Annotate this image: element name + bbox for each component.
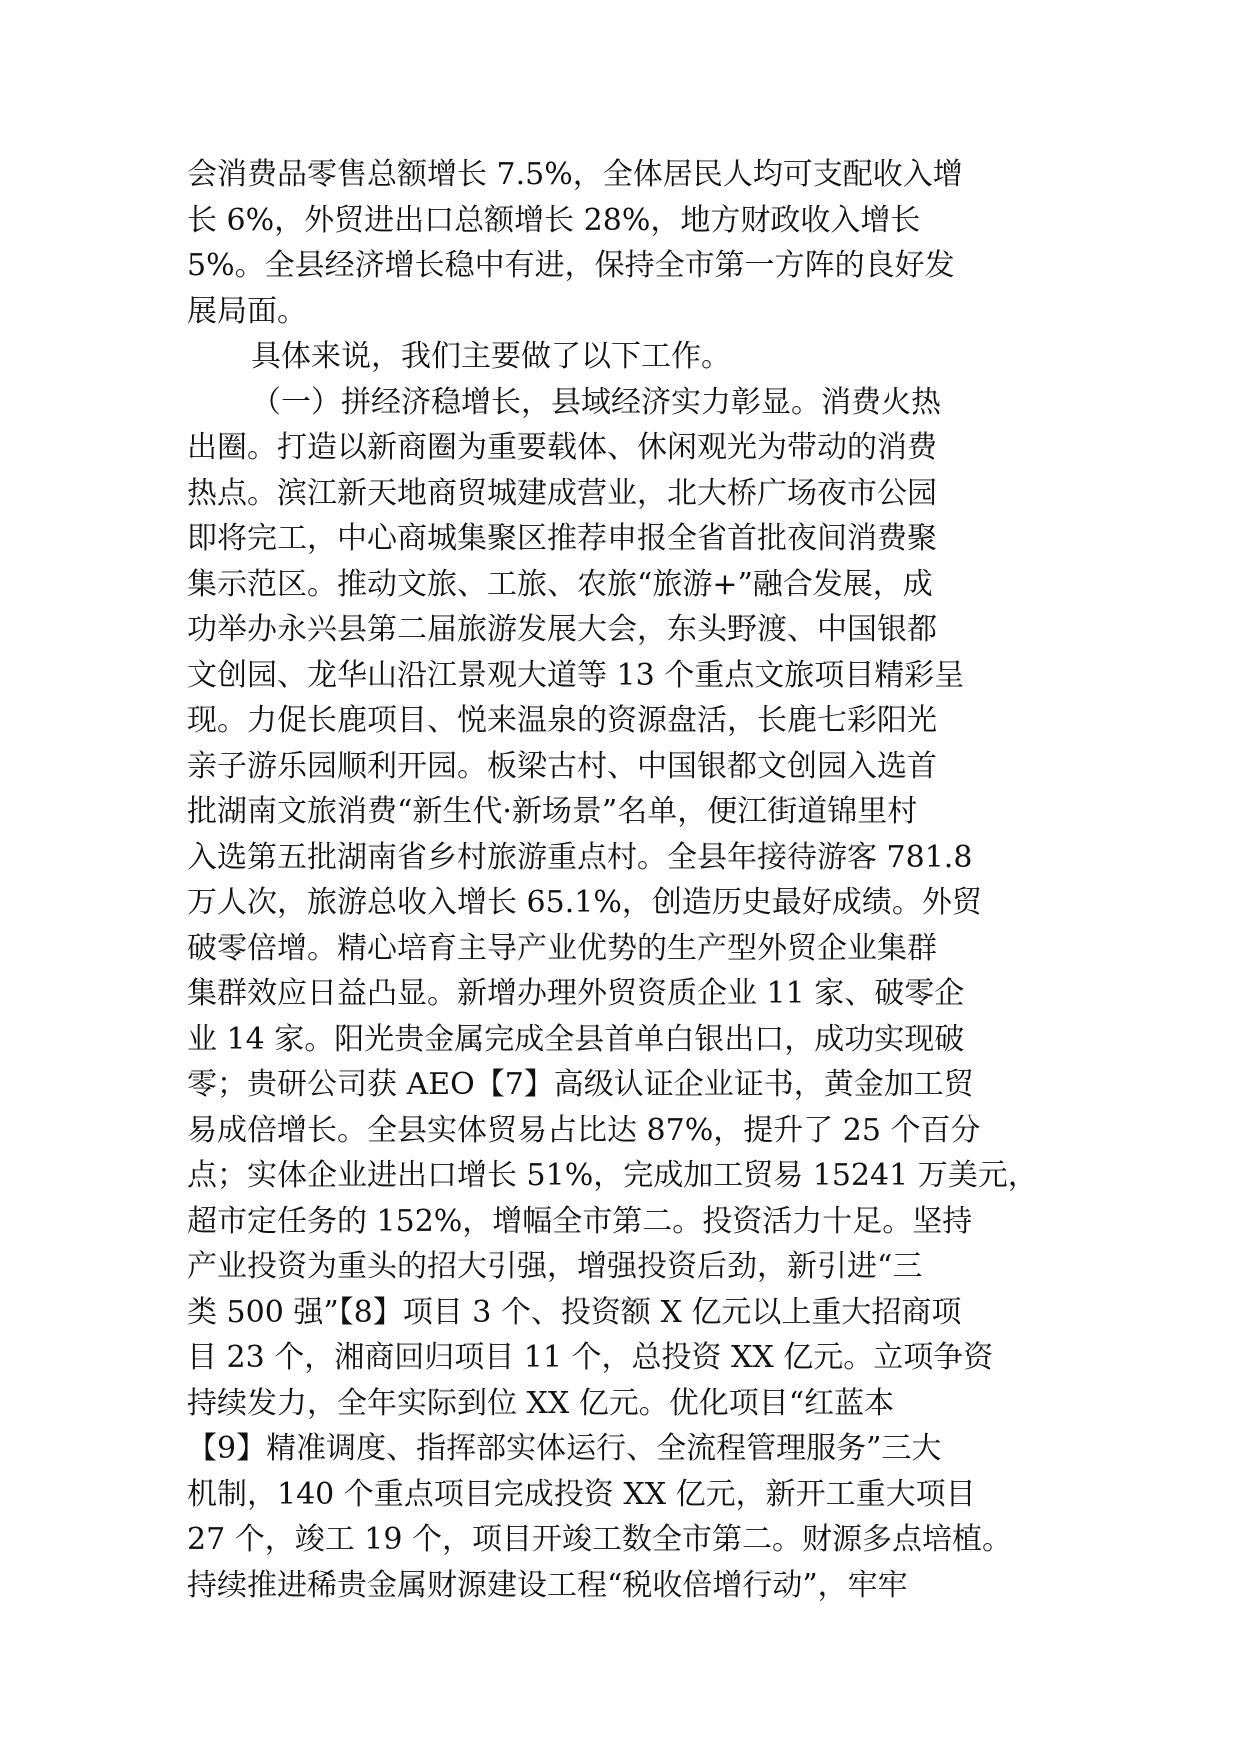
text-line: 文创园、龙华山沿江景观大道等 13 个重点文旅项目精彩呈	[187, 657, 965, 693]
text-line: 亲子游乐园顺利开园。板梁古村、中国银都文创园入选首	[187, 748, 937, 784]
text-line: 破零倍增。精心培育主导产业优势的生产型外贸企业集群	[187, 930, 937, 966]
text-line: 超市定任务的 152%，增幅全市第二。投资活力十足。坚持	[187, 1203, 973, 1239]
text-line: 【9】精准调度、指挥部实体运行、全流程管理服务”三大	[187, 1431, 942, 1466]
text-line: 集群效应日益凸显。新增办理外贸资质企业 11 家、破零企	[187, 976, 965, 1011]
text-line: 类 500 强”【8】项目 3 个、投资额 X 亿元以上重大招商项	[187, 1294, 962, 1330]
text-line: 持续推进稀贵金属财源建设工程“税收倍增行动”，牢牢	[187, 1567, 908, 1603]
text-line: 产业投资为重头的招大引强，增强投资后劲，新引进“三	[187, 1249, 923, 1284]
text-line: 易成倍增长。全县实体贸易占比达 87%，提升了 25 个百分	[187, 1112, 981, 1148]
text-line: 27 个，竣工 19 个，项目开竣工数全市第二。财源多点培植。	[187, 1522, 1012, 1557]
text-line: 会消费品零售总额增长 7.5%，全体居民人均可支配收入增	[187, 157, 963, 192]
text-line: 批湖南文旅消费“新生代·新场景”名单，便江街道锦里村	[187, 794, 918, 829]
text-line: 点；实体企业进出口增长 51%，完成加工贸易 15241 万美元，	[187, 1158, 1038, 1193]
text-line: 机制，140 个重点项目完成投资 XX 亿元，新开工重大项目	[187, 1476, 976, 1512]
text-line: 展局面。	[187, 293, 307, 329]
text-line: 即将完工，中心商城集聚区推荐申报全省首批夜间消费聚	[187, 521, 937, 556]
text-line: 业 14 家。阳光贵金属完成全县首单白银出口，成功实现破	[187, 1021, 965, 1057]
text-line: 5%。全县经济增长稳中有进，保持全市第一方阵的良好发	[187, 248, 955, 283]
text-line: 持续发力，全年实际到位 XX 亿元。优化项目“红蓝本	[187, 1385, 895, 1421]
text-line: 出圈。打造以新商圈为重要载体、休闲观光为带动的消费	[187, 430, 937, 465]
text-line: 万人次，旅游总收入增长 65.1%，创造历史最好成绩。外贸	[187, 885, 982, 920]
text-line: 目 23 个，湘商回归项目 11 个，总投资 XX 亿元。立项争资	[187, 1340, 994, 1375]
section-heading-line: （一）拼经济稳增长，县域经济实力彰显。消费火热	[251, 384, 941, 420]
text-line: 现。力促长鹿项目、悦来温泉的资源盘活，长鹿七彩阳光	[187, 703, 937, 738]
text-line: 热点。滨江新天地商贸城建成营业，北大桥广场夜市公园	[187, 475, 937, 511]
paragraph-first-line: 具体来说，我们主要做了以下工作。	[251, 339, 731, 374]
text-line: 长 6%，外贸进出口总额增长 28%，地方财政收入增长	[187, 202, 921, 238]
text-line: 功举办永兴县第二届旅游发展大会，东头野渡、中国银都	[187, 612, 937, 647]
text-line: 集示范区。推动文旅、工旅、农旅“旅游+”融合发展，成	[187, 566, 933, 602]
body-text	[187, 152, 1087, 1608]
text-line: 入选第五批湖南省乡村旅游重点村。全县年接待游客 781.8	[187, 839, 973, 875]
text-line: 零；贵研公司获 AEO【7】高级认证企业证书，黄金加工贸	[187, 1067, 974, 1102]
